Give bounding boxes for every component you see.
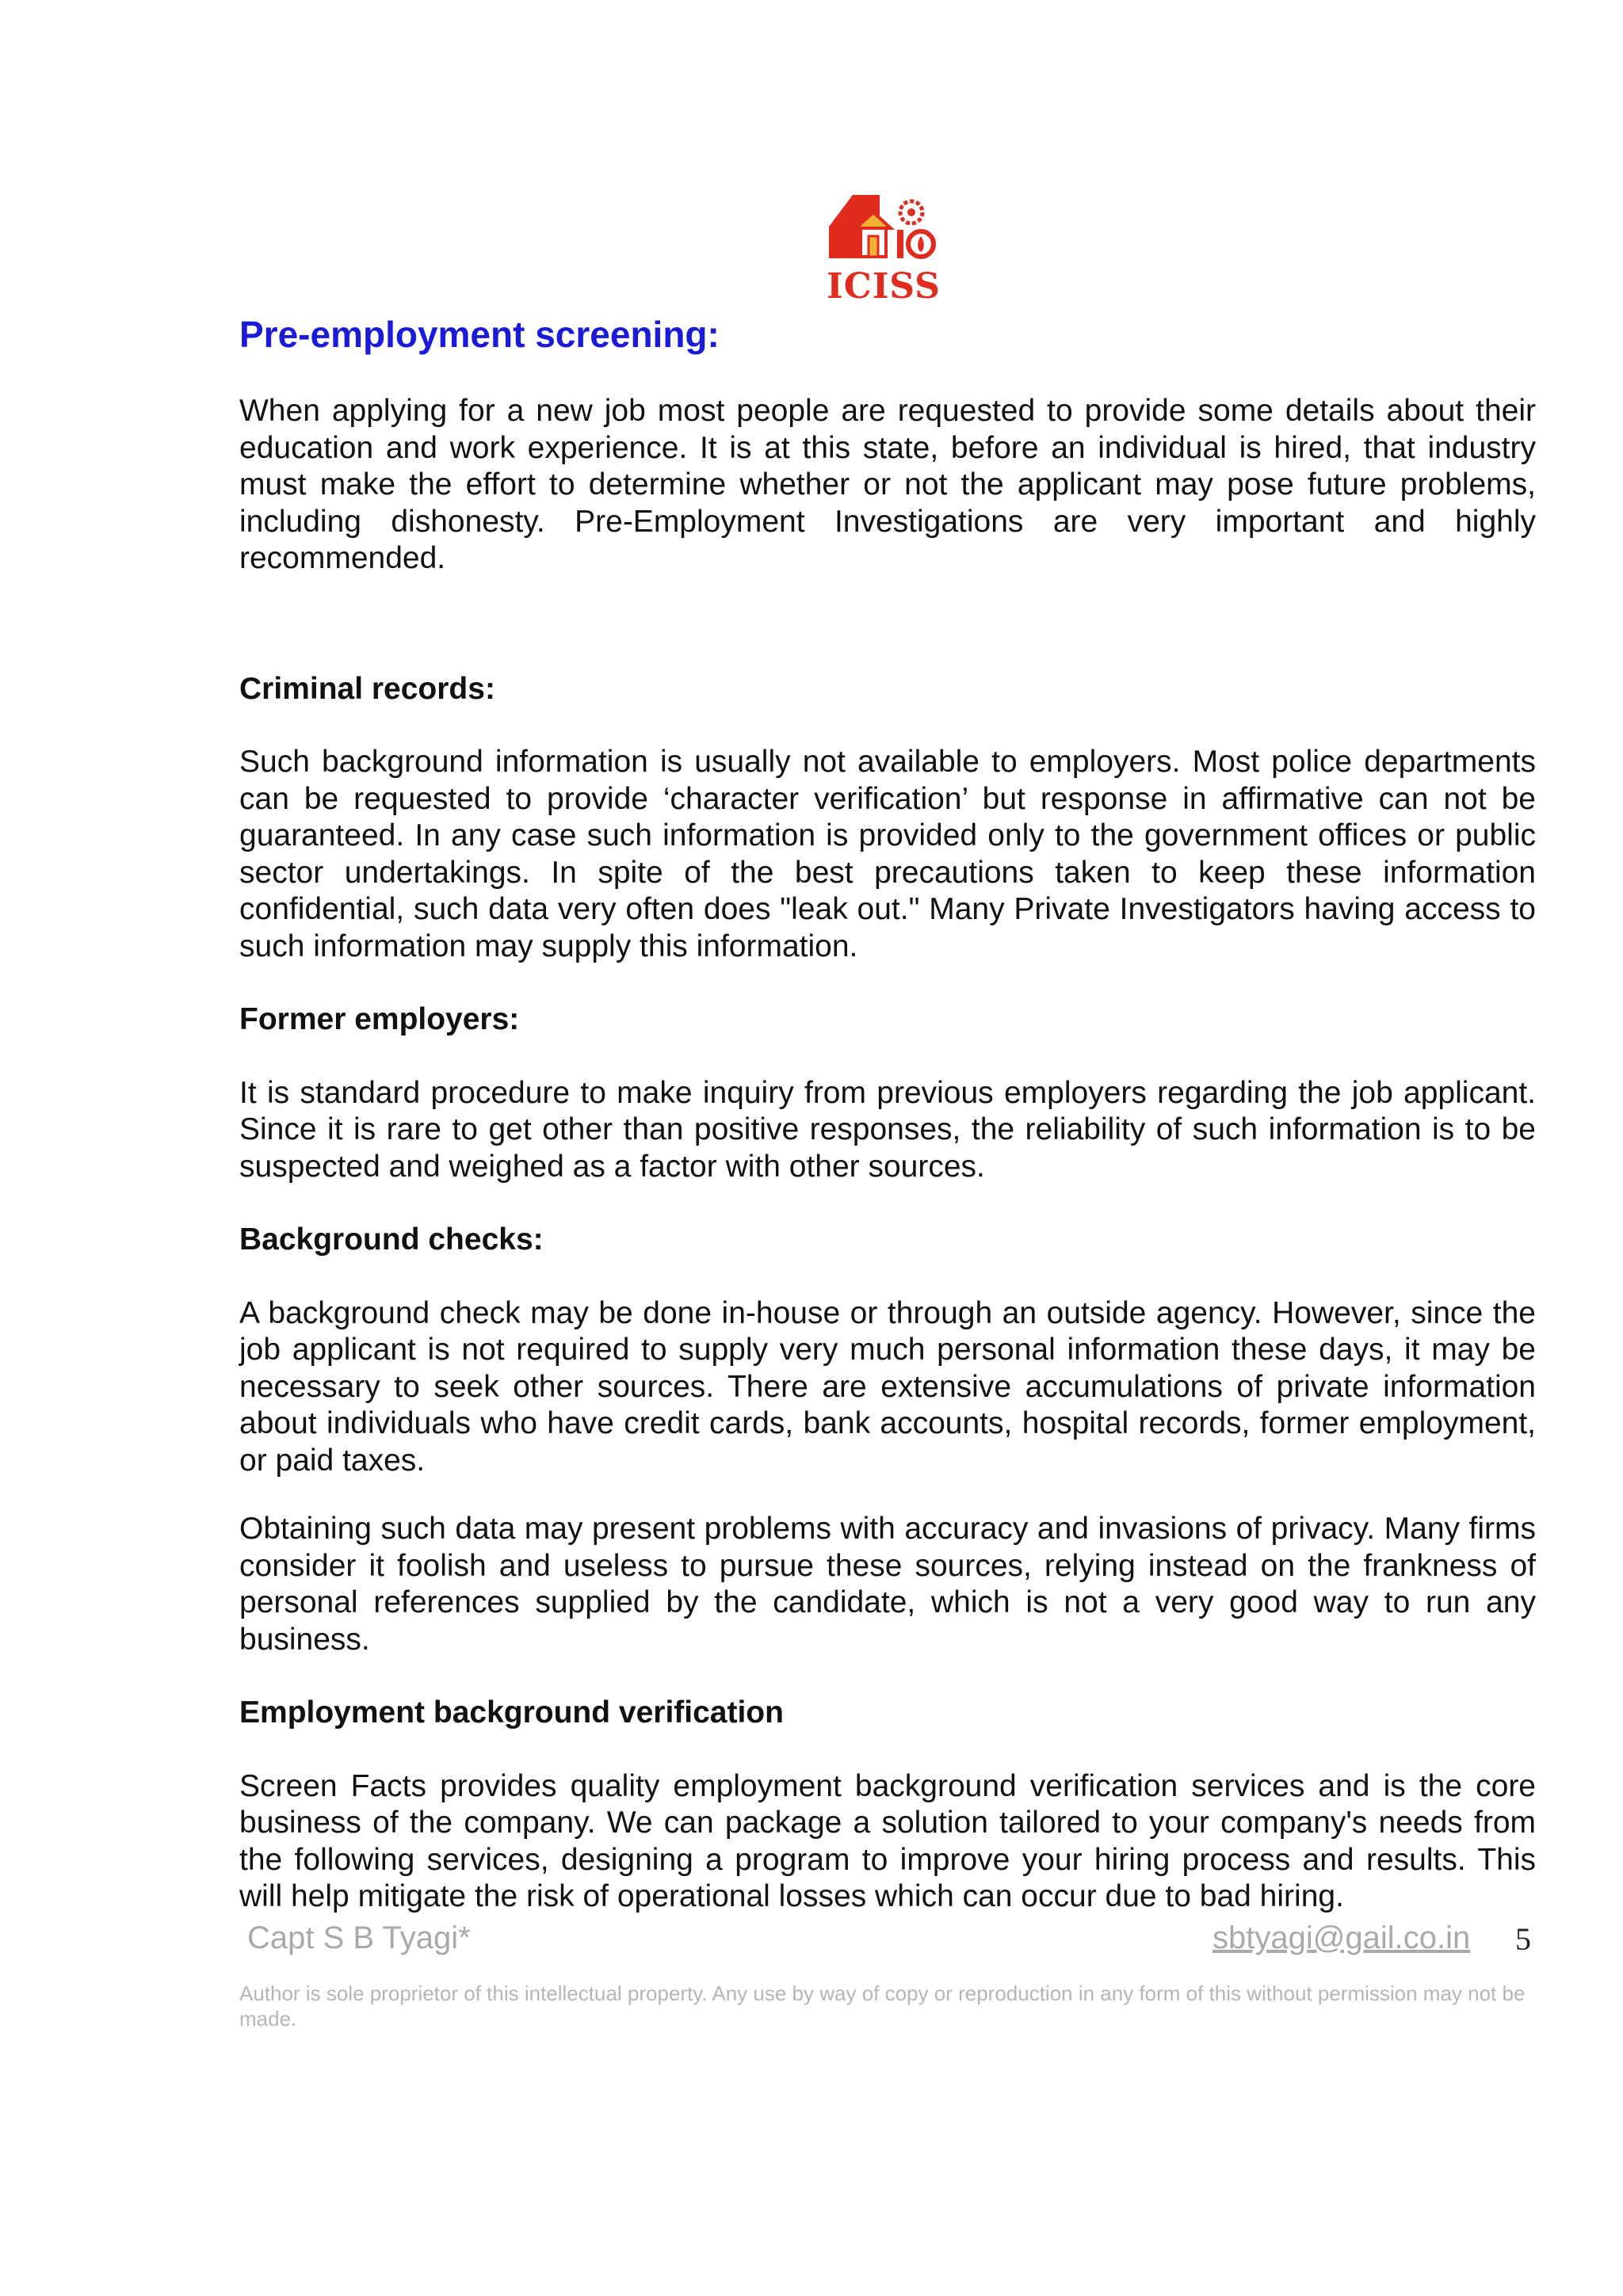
page-number: 5	[1515, 1921, 1531, 1957]
background-checks-heading: Background checks:	[239, 1222, 544, 1257]
copyright-note: Author is sole proprietor of this intellectual property. Any use by way of copy or reproduction in any form of this without permission may not be made.	[239, 1981, 1526, 2031]
iciss-logo-icon	[824, 189, 951, 268]
former-employers-heading: Former employers:	[239, 1002, 520, 1036]
logo-wordmark: ICISS	[827, 266, 941, 307]
footer-email-link[interactable]: sbtyagi@gail.co.in	[1212, 1920, 1471, 1955]
employment-verification-paragraph: Screen Facts provides quality employment background verification services and is the core business of the company. We can package a solution tailored to your company's needs from the following services, designing a program to improve your hiring process and results. This will help mitigate the risk of operational losses which can occur due to bad hiring.	[239, 1768, 1536, 1913]
employment-verification-heading: Employment background verification	[239, 1695, 784, 1730]
criminal-records-paragraph: Such background information is usually not available to employers. Most police departments can be requested to provide ‘character verification’ but response in affirmative can not be guaranteed. In any case such information is provided only to the government offices or public sector undertakings. In spite of the best precautions taken to keep these information confidential, such data very often does "leak out." Many Private Investigators having access to such information may supply this information.	[239, 745, 1536, 963]
footer-author: Capt S B Tyagi*	[247, 1920, 471, 1955]
document-body	[239, 309, 1536, 1916]
background-checks-paragraph-2: Obtaining such data may present problems with accuracy and invasions of privacy. Many firms consider it foolish and useless to pursue these sources, relying instead on the frankness of personal references supplied by the candidate, which is not a very good way to run any business.	[239, 1512, 1536, 1657]
criminal-records-heading: Criminal records:	[239, 671, 495, 706]
iciss-logo	[824, 189, 951, 307]
intro-paragraph: When applying for a new job most people are requested to provide some details about their education and work experience. It is at this state, before an individual is hired, that industry must make the effort to determine whether or not the applicant may pose future problems, including dishonesty. Pre-Employment Investigations are very important and highly recommended.	[239, 394, 1536, 575]
background-checks-paragraph-1: A background check may be done in-house or through an outside agency. However, since the job applicant is not required to supply very much personal information these days, it may be necessary to seek other sources. There are extensive accumulations of private information about individuals who have credit cards, bank accounts, hospital records, former employment, or paid taxes.	[239, 1295, 1536, 1478]
page-title: Pre-employment screening:	[239, 314, 720, 355]
former-employers-paragraph: It is standard procedure to make inquiry from previous employers regarding the job applicant. Since it is rare to get other than positive responses, the reliability of such information is to be suspected and weighed as a factor with other sources.	[239, 1075, 1536, 1184]
